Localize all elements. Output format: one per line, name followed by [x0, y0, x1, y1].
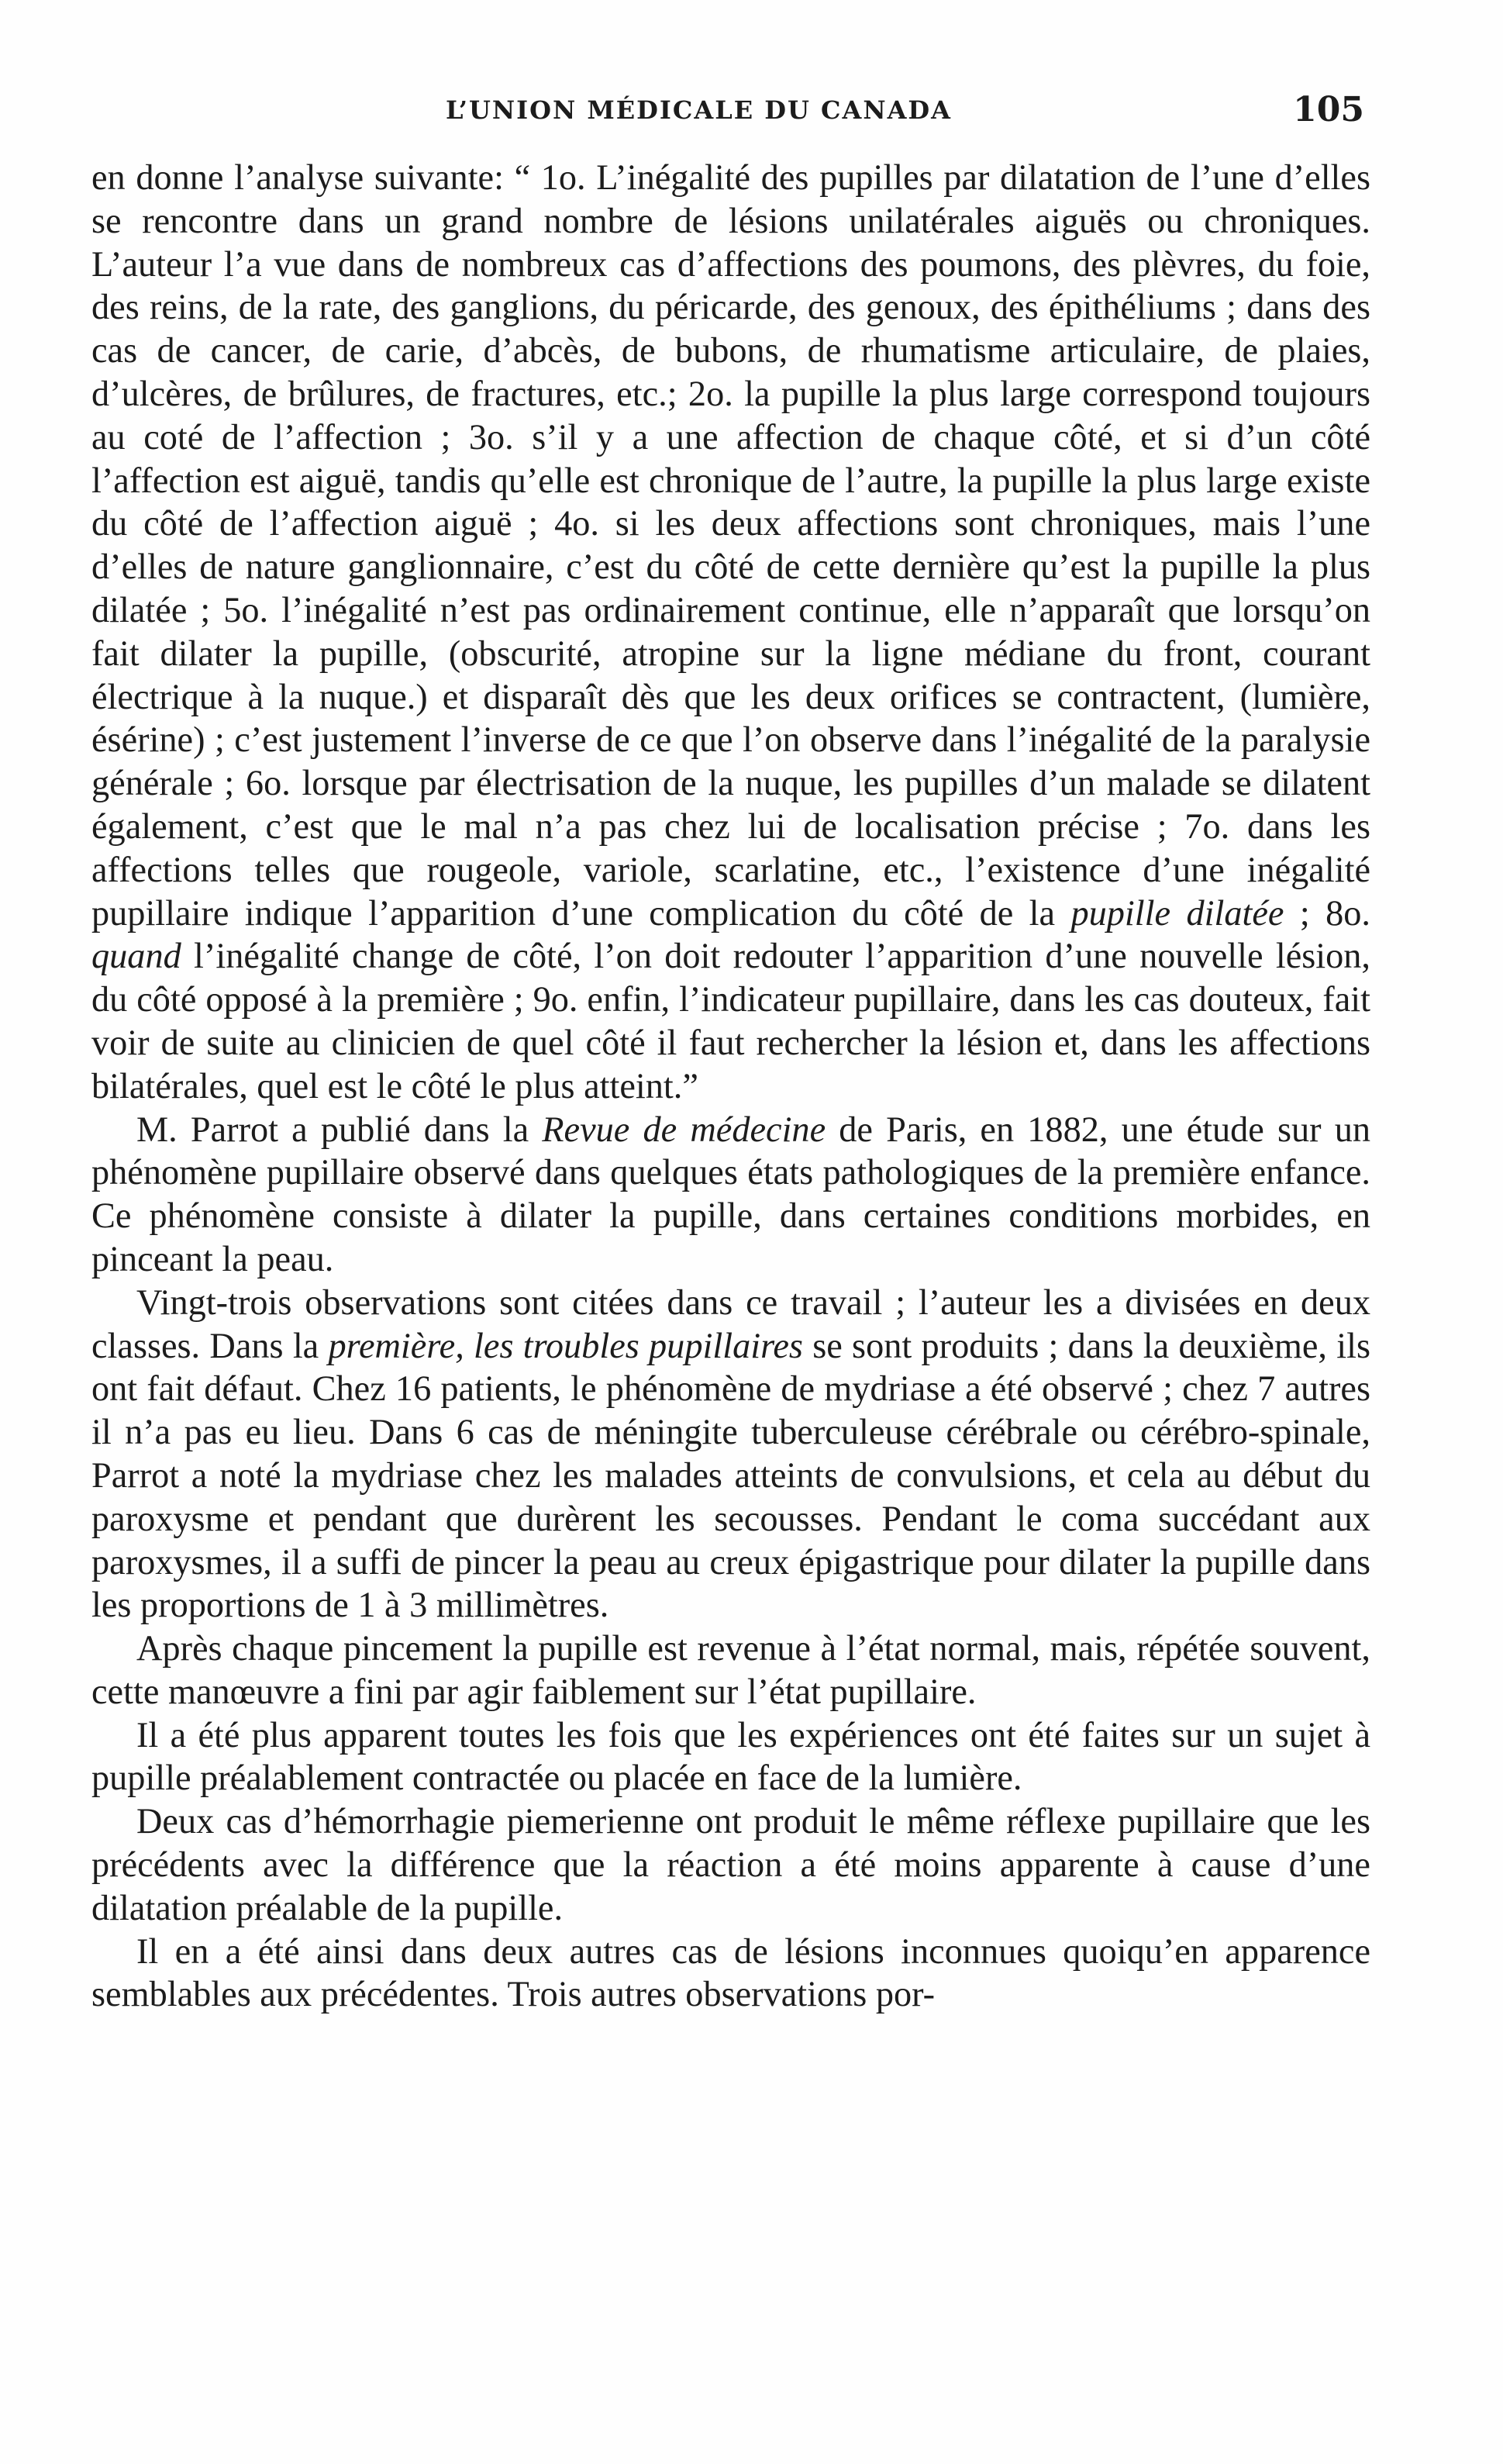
- paragraph: [91, 1282, 1370, 1627]
- journal-title: L’UNION MÉDICALE DU CANADA: [446, 95, 952, 125]
- page-number: 105: [1293, 90, 1364, 129]
- text-run: ; 8o.: [1284, 893, 1370, 933]
- italic-text: première, les troubles pupillaires: [328, 1326, 803, 1366]
- text-run: Vingt-trois observations sont citées dans ce travail ; l’auteur les a divisées en deux classes. Dans la: [91, 1282, 1370, 1366]
- text-run: Après chaque pincement la pupille est revenue à l’état normal, mais, répétée souvent, cette manœuvre a fini par agir faiblement sur l’état pupillaire.: [91, 1629, 1370, 1712]
- text-run: de Paris, en 1882, une étude sur un phénomène pupillaire observé dans quelques états pathologiques de la première enfance. Ce phénomène consiste à dilater la pupille, dans certaines conditions morbides, en pinceant la peau.: [91, 1109, 1370, 1279]
- paragraph: [91, 1931, 1370, 2017]
- text-run: se sont produits ; dans la deuxième, ils ont fait défaut. Chez 16 patients, le phénomène de mydriase a été observé ; chez 7 autres il n’a pas eu lieu. Dans 6 cas de méningite tuberculeuse cérébrale ou cérébro-spinale, Parrot a noté la mydriase chez les malades atteints de convulsions, et cela au début du paroxysme et pendant que durèrent les secousses. Pendant le coma succédant aux paroxysmes, il a suffi de pincer la peau au creux épigastrique pour dilater la pupille dans les proportions de 1 à 3 millimètres.: [91, 1326, 1371, 1626]
- italic-text: Revue de médecine: [542, 1109, 826, 1150]
- text-run: l’inégalité change de côté, l’on doit redouter l’apparition d’une nouvelle lésion, du côté opposé à la première ; 9o. enfin, l’indicateur pupillaire, dans les cas douteux, fait voir de suite au clinicien de quel côté il faut rechercher la lésion et, dans les affections bilatérales, quel est le côté le plus atteint.”: [91, 937, 1370, 1106]
- paragraph: [91, 1800, 1370, 1930]
- paragraph: [91, 1109, 1370, 1282]
- paragraph: [91, 1714, 1370, 1801]
- text-run: Il a été plus apparent toutes les fois que les expériences ont été faites sur un sujet à pupille préalablement contractée ou placée en face de la lumière.: [91, 1715, 1370, 1799]
- running-header: [93, 87, 1364, 133]
- italic-text: quand: [91, 937, 181, 977]
- italic-text: pupille dilatée: [1070, 893, 1284, 933]
- paragraph: [91, 1627, 1370, 1714]
- article-body: [91, 157, 1370, 2017]
- paragraph: [91, 157, 1370, 1109]
- text-run: Il en a été ainsi dans deux autres cas de lésions inconnues quoiqu’en apparence semblables aux précédentes. Trois autres observations por-: [91, 1931, 1370, 2015]
- text-run: Deux cas d’hémorrhagie piemerienne ont produit le même réflexe pupillaire que les précédents avec la différence que la réaction a été moins apparente à cause d’une dilatation préalable de la pupille.: [91, 1802, 1370, 1928]
- text-run: en donne l’analyse suivante: “ 1o. L’inégalité des pupilles par dilatation de l’une d’elles se rencontre dans un grand nombre de lésions unilatérales aiguës ou chroniques. L’auteur l’a vue dans de nombreux cas d’affections des poumons, des plèvres, du foie, des reins, de la rate, des ganglions, du péricarde, des genoux, des épithéliums ; dans des cas de cancer, de carie, d’abcès, de bubons, de rhumatisme articulaire, de plaies, d’ulcères, de brûlures, de fractures, etc.; 2o. la pupille la plus large correspond toujours au coté de l’affection ; 3o. s’il y a une affection de chaque côté, et si d’un côté l’affection est aiguë, tandis qu’elle est chronique de l’autre, la pupille la plus large existe du côté de l’affection aiguë ; 4o. si les deux affections sont chroniques, mais l’une d’elles de nature ganglionnaire, c’est du côté de cette dernière qu’est la pupille la plus dilatée ; 5o. l’inégalité n’est pas ordinairement continue, elle n’apparaît que lorsqu’on fait dilater la pupille, (obscurité, atropine sur la ligne médiane du front, courant électrique à la nuque.) et disparaît dès que les deux orifices se contractent, (lumière, ésérine) ; c’est justement l’inverse de ce que l’on observe dans l’inégalité de la paralysie générale ; 6o. lorsque par électrisation de la nuque, les pupilles d’un malade se dilatent également, c’est que le mal n’a pas chez lui de localisation précise ; 7o. dans les affections telles que rougeole, variole, scarlatine, etc., l’existence d’une inégalité pupillaire indique l’apparition d’une complication du côté de la: [91, 158, 1370, 933]
- text-run: M. Parrot a publié dans la: [136, 1109, 543, 1150]
